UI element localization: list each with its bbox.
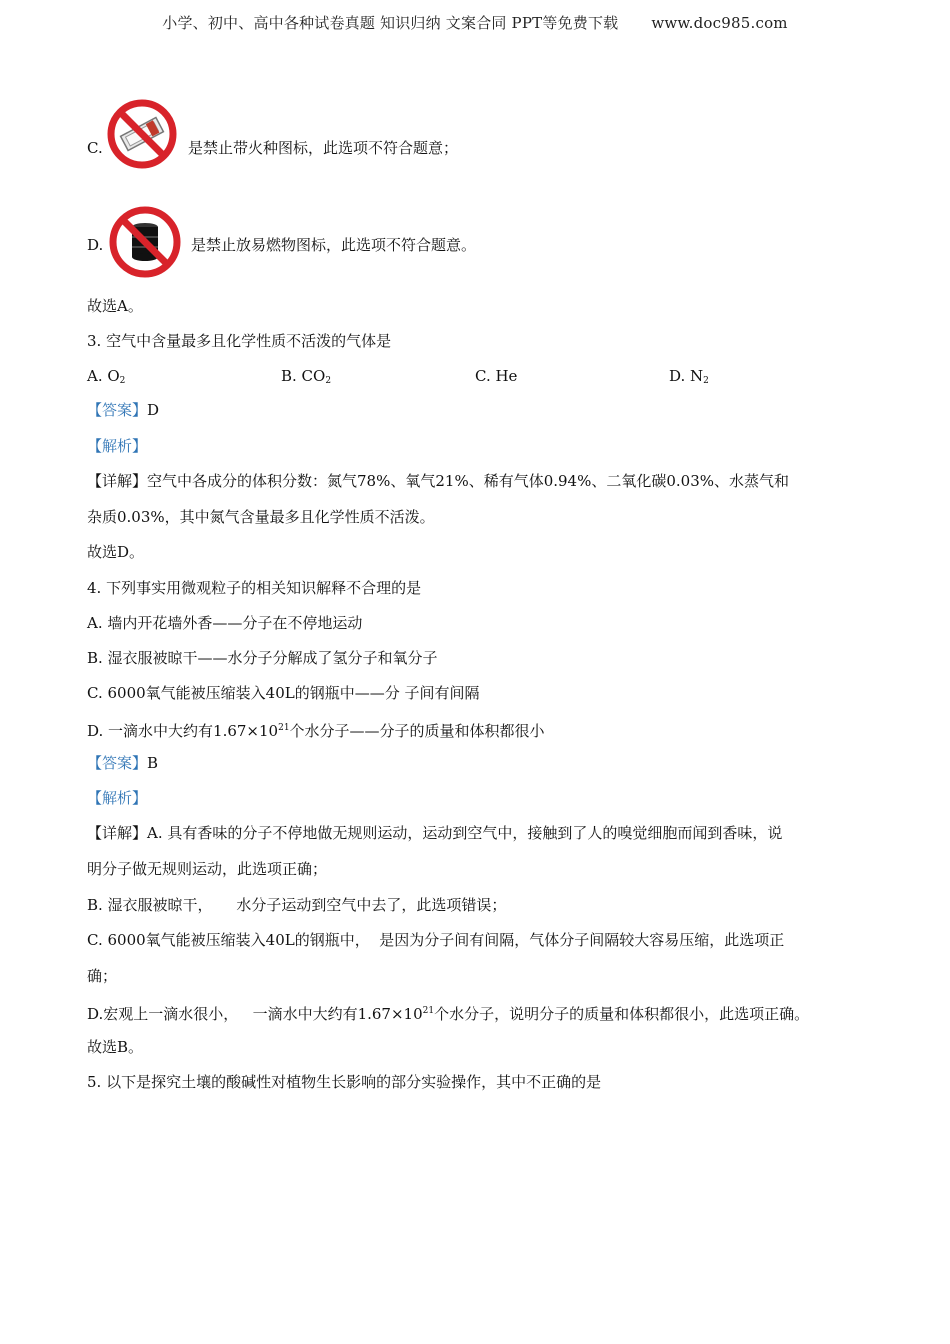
q3-detail-1: 【详解】空气中各成分的体积分数：氮气78%、氧气21%、稀有气体0.94%、二氧化碳0.03%、水蒸气和 — [87, 472, 790, 490]
c-item-text: 是禁止带火种图标，此选项不符合题意； — [188, 139, 459, 157]
d-item-label: D. — [87, 236, 104, 254]
q4-detail-d: D.宏观上一滴水很小， 一滴水中大约有$1.67\times 10^{21}$个水分子，说明分子的质量和体积都很小，此选项正确。 — [87, 1005, 810, 1023]
q5-stem: 5. 以下是探究土壤的酸碱性对植物生长影响的部分实验操作，其中不正确的是 — [87, 1073, 602, 1091]
conclusion-a: 故选A。 — [87, 297, 143, 315]
q4-detail-c1: C. 6000氧气能被压缩装入40L的钢瓶中， 是因为分子间有间隔，气体分子间隔较大容易压缩，此选项正 — [87, 931, 785, 949]
q4-detail-c2: 确； — [87, 967, 118, 985]
q3-analysis-tag: 【解析】 — [87, 437, 148, 455]
q4-conclusion: 故选B。 — [87, 1038, 144, 1056]
q4-option-d: D. 一滴水中大约有$1.67\times 10^{21}$个水分子——分子的质量和体积都很小 — [87, 722, 545, 740]
q3-detail-2: 杂质0.03%，其中氮气含量最多且化学性质不活泼。 — [87, 508, 435, 526]
page-header — [0, 12, 950, 33]
q3-answer: 【答案】D — [87, 401, 160, 419]
q3-stem: 3. 空气中含量最多且化学性质不活泼的气体是 — [87, 332, 392, 350]
d-item-text: 是禁止放易燃物图标，此选项不符合题意。 — [191, 236, 477, 254]
q3-option-a: A. $O_2$ — [87, 367, 126, 386]
q4-detail-a1: 【详解】A. 具有香味的分子不停地做无规则运动，运动到空气中，接触到了人的嗅觉细胞而闻到香味，说 — [87, 824, 783, 842]
q3-conclusion: 故选D。 — [87, 543, 145, 561]
header-url[interactable]: www.doc985.com — [651, 14, 788, 32]
q4-option-b: B. 湿衣服被晾干——水分子分解成了氢分子和氧分子 — [87, 649, 438, 667]
q3-option-c: C. He — [475, 367, 518, 385]
q4-answer: 【答案】B — [87, 754, 159, 772]
q4-detail-a2: 明分子做无规则运动，此选项正确； — [87, 860, 328, 878]
q4-stem: 4. 下列事实用微观粒子的相关知识解释不合理的是 — [87, 579, 422, 597]
no-flammables-icon — [108, 205, 182, 279]
header-text: 小学、初中、高中各种试卷真题 知识归纳 文案合同 PPT等免费下载 — [162, 14, 619, 32]
q4-option-a: A. 墙内开花墙外香——分子在不停地运动 — [87, 614, 363, 632]
q3-option-d: D. $N_2$ — [669, 367, 709, 386]
q3-option-b: B. $CO_2$ — [281, 367, 332, 386]
q4-detail-b: B. 湿衣服被晾干， 水分子运动到空气中去了，此选项错误； — [87, 896, 507, 914]
q4-option-c: C. 6000氧气能被压缩装入40L的钢瓶中——分 子间有间隔 — [87, 684, 480, 702]
c-item-label: C. — [87, 139, 103, 157]
no-matches-icon — [106, 98, 178, 170]
q4-analysis-tag: 【解析】 — [87, 789, 148, 807]
